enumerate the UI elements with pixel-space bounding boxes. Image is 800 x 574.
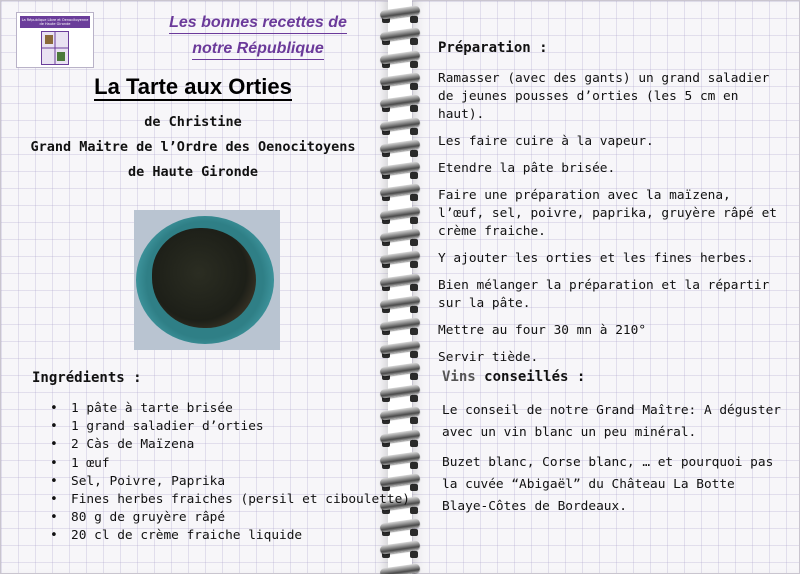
preparation-step: Y ajouter les orties et les fines herbes. [438,251,754,266]
ingredient-item: • 2 Càs de Maïzena [50,436,410,454]
wine-title-part1: Vins [442,369,476,385]
wine-title-part2: conseillés [484,369,569,385]
author-line: de Haute Gironde [127,164,259,180]
ingredient-item: • 1 grand saladier d’orties [50,418,410,436]
binding-ring [376,28,424,50]
binding-ring [376,251,424,273]
preparation-title: Préparation : [438,40,548,56]
preparation-step: Ramasser (avec des gants) un grand saladier de jeunes pousses d’orties (les 5 cm en haut). [438,71,770,122]
preparation-step: Servir tiède. [438,350,539,365]
author-line: Grand Maitre de l’Ordre des Oenocitoyens [30,139,356,155]
ingredient-item: • 1 pâte à tarte brisée [50,400,410,418]
binding-ring [376,564,424,574]
binding-ring [376,207,424,229]
binding-ring [376,274,424,296]
preparation-step: Bien mélanger la préparation et la répartir sur la pâte. [438,278,770,311]
crest-icon [41,31,69,65]
binding-ring [376,363,424,385]
logo-banner: La République Libre et Oenocitoyenne de Haute Gironde [21,18,89,26]
header-title [140,10,376,62]
recipe-author [0,110,386,185]
ingredients-list [50,400,410,546]
binding-ring [376,296,424,318]
preparation-step: Mettre au four 30 mn à 210° [438,323,647,338]
binding-ring [376,229,424,251]
binding-ring [376,6,424,28]
author-line: de Christine [144,114,242,130]
preparation-steps [438,70,778,376]
header-line-1: Les bonnes recettes de [169,13,347,34]
ingredients-title: Ingrédients : [32,370,142,386]
wine-paragraph: Buzet blanc, Corse blanc, … et pourquoi pas la cuvée “Abigaël” du Château La Botte Blaye-Côtes de Bordeaux. [442,455,774,514]
binding-ring [376,51,424,73]
recipe-title [0,74,386,100]
binding-ring [376,184,424,206]
ingredient-item: • 20 cl de crème fraiche liquide [50,527,410,545]
wine-title-colon: : [576,369,586,385]
recipe-title-text: La Tarte aux Orties [94,74,292,99]
ingredient-item: • 80 g de gruyère râpé [50,509,410,527]
wine-title [442,369,585,385]
wine-paragraph: Le conseil de notre Grand Maître: A déguster avec un vin blanc un peu minéral. [442,403,781,440]
preparation-step: Etendre la pâte brisée. [438,161,616,176]
tart-photo [134,210,280,350]
binding-ring [376,318,424,340]
preparation-step: Les faire cuire à la vapeur. [438,134,654,149]
ingredient-item: • 1 œuf [50,455,410,473]
preparation-step: Faire une préparation avec la maïzena, l’œuf, sel, poivre, paprika, gruyère râpé et crème fraiche. [438,188,777,239]
tart-image [152,228,256,328]
binding-ring [376,341,424,363]
republic-logo [16,12,94,68]
ingredient-item: • Sel, Poivre, Paprika [50,473,410,491]
ingredient-item: • Fines herbes fraiches (persil et ciboulette) [50,491,410,509]
wine-recommendation [442,400,782,526]
header-line-2: notre République [192,39,324,60]
